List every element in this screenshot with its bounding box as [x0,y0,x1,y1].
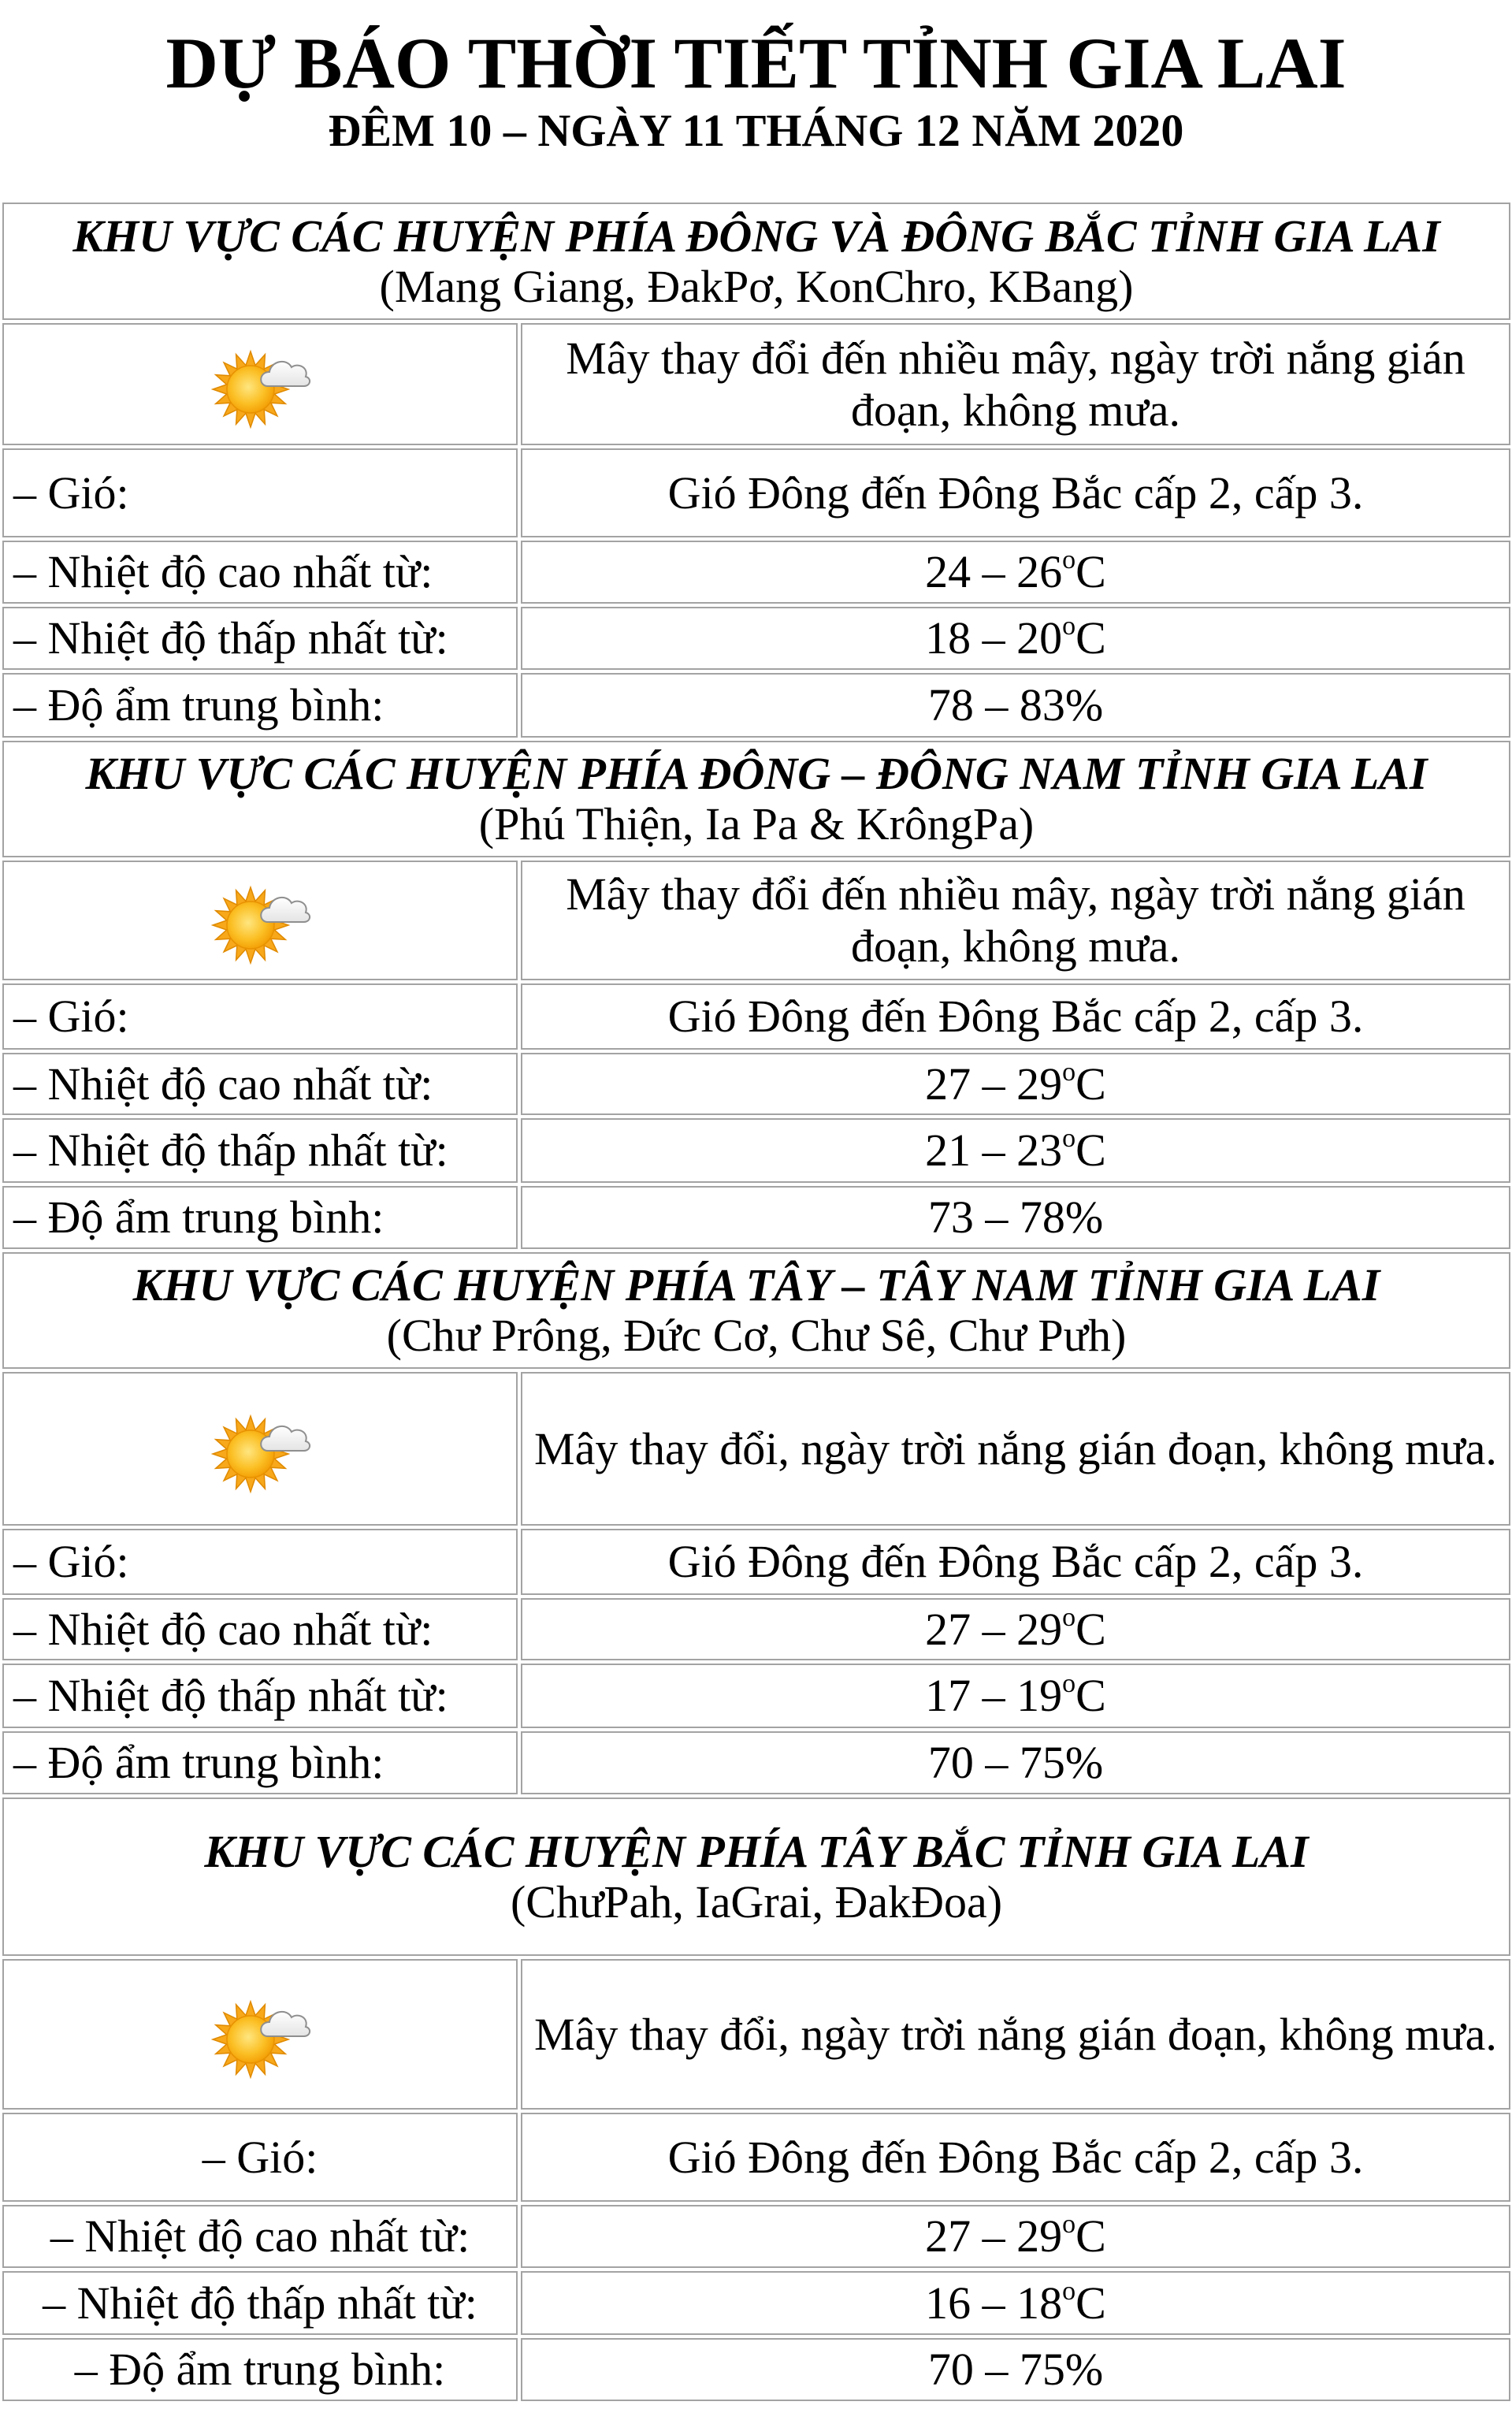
description-line: Mây thay đổi đến nhiều mây, ngày trời nắng gián [566,868,1466,920]
max-temp-range: 27 – 29 [925,2210,1063,2262]
temp-unit: C [1075,1058,1106,1110]
weather-row [2,1959,1510,2110]
min-temp-value [521,1118,1510,1183]
degree-mark: o [1062,612,1076,641]
min-temp-row [2,2271,1510,2335]
degree-mark: o [1062,2210,1076,2239]
wind-row [2,448,1510,537]
weather-icon-cell [2,1959,518,2110]
weather-description [521,323,1510,445]
degree-mark: o [1062,545,1076,574]
sun-behind-cloud-icon [205,1987,315,2082]
wind-label: – Gió: [2,1529,518,1595]
weather-icon-cell [2,1372,518,1526]
description-line: Mây thay đổi, ngày trời nắng gián đoạn, không mưa. [534,2008,1497,2060]
weather-row [2,323,1510,445]
humidity-value: 70 – 75% [521,1731,1510,1794]
temp-unit: C [1075,2277,1106,2329]
region-header-row [2,203,1510,320]
min-temp-value [521,607,1510,670]
max-temp-row [2,541,1510,604]
page-subtitle: ĐÊM 10 – NGÀY 11 THÁNG 12 NĂM 2020 [328,105,1184,156]
region-title: KHU VỰC CÁC HUYỆN PHÍA ĐÔNG – ĐÔNG NAM TỈNH GIA LAI [85,748,1428,799]
wind-value: Gió Đông đến Đông Bắc cấp 2, cấp 3. [521,983,1510,1050]
min-temp-row [2,607,1510,670]
wind-label: – Gió: [2,983,518,1050]
min-temp-range: 21 – 23 [925,1125,1063,1176]
degree-mark: o [1062,1124,1076,1153]
min-temp-label: – Nhiệt độ thấp nhất từ: [2,1118,518,1183]
min-temp-label: – Nhiệt độ thấp nhất từ: [2,607,518,670]
max-temp-value [521,2205,1510,2268]
weather-icon-cell [2,861,518,980]
max-temp-value [521,1053,1510,1115]
region-header-row [2,1797,1510,1956]
region-title: KHU VỰC CÁC HUYỆN PHÍA TÂY BẮC TỈNH GIA LAI [204,1825,1309,1877]
region-header [2,1252,1510,1369]
region-header [2,741,1510,857]
degree-mark: o [1062,1602,1076,1632]
max-temp-label: – Nhiệt độ cao nhất từ: [2,1053,518,1115]
temp-unit: C [1075,546,1106,597]
max-temp-value [521,541,1510,604]
degree-mark: o [1062,2276,1076,2306]
region-title: KHU VỰC CÁC HUYỆN PHÍA TÂY – TÂY NAM TỈNH GIA LAI [132,1259,1380,1310]
weather-description [521,861,1510,980]
wind-label: – Gió: [2,448,518,537]
region-east-northeast [2,203,1510,738]
temp-unit: C [1075,2210,1106,2262]
region-districts: (Mang Giang, ĐakPơ, KonChro, KBang) [379,260,1134,312]
max-temp-label: – Nhiệt độ cao nhất từ: [2,2205,518,2268]
description-line: Mây thay đổi, ngày trời nắng gián đoạn, không mưa. [534,1422,1497,1474]
degree-mark: o [1062,1669,1076,1698]
region-east-southeast [2,741,1510,1249]
weather-description [521,1959,1510,2110]
humidity-label: – Độ ẩm trung bình: [2,2338,518,2401]
weather-row [2,861,1510,980]
humidity-label: – Độ ẩm trung bình: [2,1731,518,1794]
temp-unit: C [1075,1125,1106,1176]
max-temp-label: – Nhiệt độ cao nhất từ: [2,1598,518,1660]
sun-behind-cloud-icon [205,1402,315,1496]
humidity-row [2,1186,1510,1249]
region-title: KHU VỰC CÁC HUYỆN PHÍA ĐÔNG VÀ ĐÔNG BẮC TỈNH GIA LAI [72,210,1440,262]
min-temp-row [2,1664,1510,1728]
region-header [2,1797,1510,1956]
temp-unit: C [1075,1670,1106,1721]
weather-row [2,1372,1510,1526]
humidity-row [2,673,1510,738]
max-temp-row [2,1053,1510,1115]
region-districts: (Chư Prông, Đức Cơ, Chư Sê, Chư Pưh) [386,1310,1127,1361]
region-districts: (ChưPah, IaGrai, ĐakĐoa) [510,1876,1003,1928]
humidity-row [2,1731,1510,1794]
description-line: Mây thay đổi đến nhiều mây, ngày trời nắng gián [566,332,1466,384]
region-header-row [2,741,1510,857]
max-temp-row [2,1598,1510,1660]
forecast-table [2,203,1510,2404]
humidity-label: – Độ ẩm trung bình: [2,673,518,738]
temp-unit: C [1075,1603,1106,1655]
wind-row [2,983,1510,1050]
weather-description [521,1372,1510,1526]
humidity-value: 78 – 83% [521,673,1510,738]
wind-value: Gió Đông đến Đông Bắc cấp 2, cấp 3. [521,2113,1510,2202]
region-districts: (Phú Thiện, Ia Pa & KrôngPa) [478,798,1035,849]
min-temp-value [521,2271,1510,2335]
wind-value: Gió Đông đến Đông Bắc cấp 2, cấp 3. [521,1529,1510,1595]
degree-mark: o [1062,1057,1076,1087]
min-temp-range: 17 – 19 [925,1670,1063,1721]
min-temp-label: – Nhiệt độ thấp nhất từ: [2,1664,518,1728]
description-line: đoạn, không mưa. [850,920,1181,972]
wind-label: – Gió: [2,2113,518,2202]
humidity-value: 73 – 78% [521,1186,1510,1249]
description-line: đoạn, không mưa. [850,384,1181,436]
humidity-row [2,2338,1510,2401]
max-temp-value [521,1598,1510,1660]
wind-row [2,1529,1510,1595]
wind-row [2,2113,1510,2202]
wind-value: Gió Đông đến Đông Bắc cấp 2, cấp 3. [521,448,1510,537]
sun-behind-cloud-icon [205,873,315,968]
min-temp-range: 18 – 20 [925,612,1063,664]
max-temp-range: 24 – 26 [925,546,1063,597]
max-temp-label: – Nhiệt độ cao nhất từ: [2,541,518,604]
temp-unit: C [1075,612,1106,664]
humidity-label: – Độ ẩm trung bình: [2,1186,518,1249]
region-northwest [2,1797,1510,2401]
sun-behind-cloud-icon [205,337,315,432]
min-temp-label: – Nhiệt độ thấp nhất từ: [2,2271,518,2335]
max-temp-range: 27 – 29 [925,1603,1063,1655]
weather-icon-cell [2,323,518,445]
humidity-value: 70 – 75% [521,2338,1510,2401]
region-header-row [2,1252,1510,1369]
min-temp-value [521,1664,1510,1728]
page-title: DỰ BÁO THỜI TIẾT TỈNH GIA LAI [165,23,1347,103]
max-temp-row [2,2205,1510,2268]
max-temp-range: 27 – 29 [925,1058,1063,1110]
region-header [2,203,1510,320]
region-west-southwest [2,1252,1510,1794]
min-temp-range: 16 – 18 [925,2277,1063,2329]
min-temp-row [2,1118,1510,1183]
